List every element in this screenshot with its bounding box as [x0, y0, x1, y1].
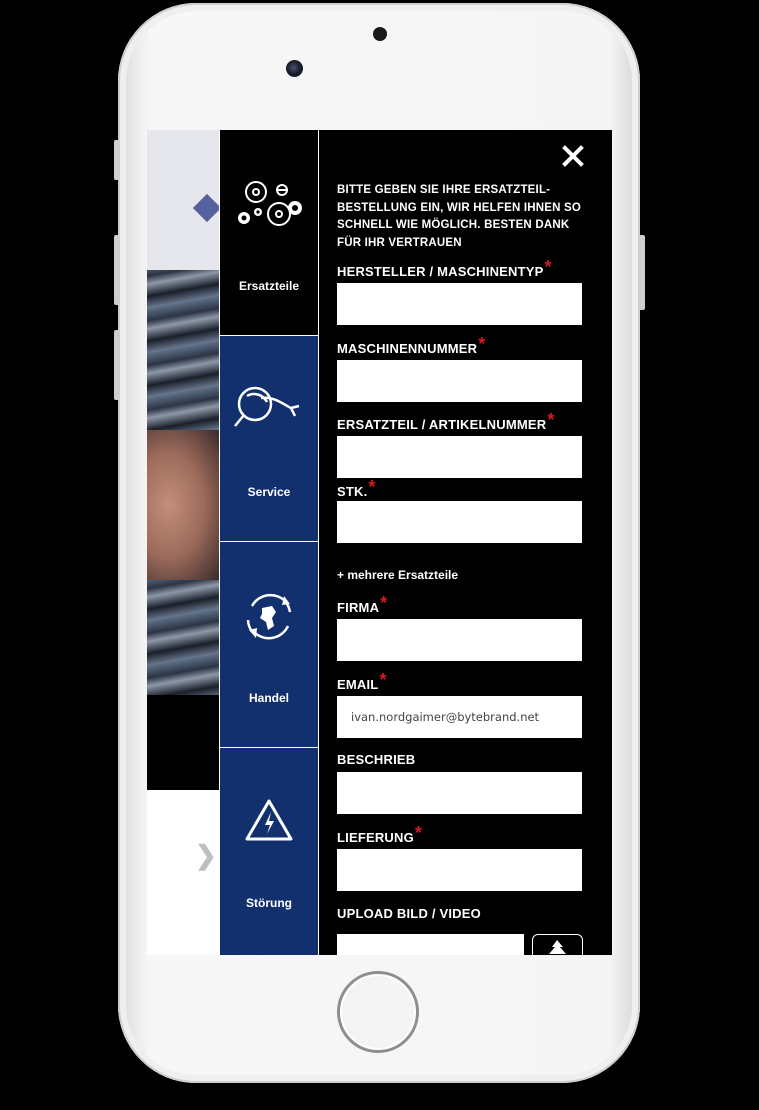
hersteller-input[interactable]	[337, 283, 582, 325]
ersatzteil-input[interactable]	[337, 436, 582, 478]
label-text: FIRMA	[337, 600, 380, 615]
upload-filename-field[interactable]	[337, 934, 524, 955]
required-marker: *	[368, 477, 376, 497]
maschinennummer-input[interactable]	[337, 360, 582, 402]
side-button[interactable]	[114, 140, 120, 180]
nav-item-stoerung[interactable]	[220, 748, 318, 955]
label-email	[337, 670, 387, 694]
label-text: HERSTELLER / MASCHINENTYP	[337, 264, 544, 279]
photo-top-area	[147, 130, 219, 270]
home-button[interactable]	[337, 971, 419, 1053]
label-stk	[337, 477, 376, 501]
required-marker: *	[478, 334, 486, 354]
label-text: ERSATZTEIL / ARTIKELNUMMER	[337, 417, 547, 432]
background-photo	[147, 130, 219, 955]
power-button[interactable]	[639, 235, 645, 310]
chevron-right-icon[interactable]: ❯	[195, 840, 217, 870]
required-marker: *	[547, 410, 555, 430]
earpiece-speaker	[373, 27, 387, 41]
warning-triangle-icon	[244, 798, 294, 842]
required-marker: *	[379, 670, 387, 690]
globe-arrows-icon	[242, 590, 296, 644]
nav-item-ersatzteile[interactable]	[220, 130, 318, 336]
beschrieb-input[interactable]	[337, 772, 582, 814]
label-text: EMAIL	[337, 677, 379, 692]
lieferung-input[interactable]	[337, 849, 582, 891]
order-form	[319, 130, 612, 955]
upload-icon	[533, 935, 582, 955]
nav-label-handel: Handel	[248, 691, 289, 705]
screen	[147, 130, 612, 955]
label-hersteller	[337, 257, 552, 281]
more-parts-link[interactable]: + mehrere Ersatzteile	[337, 568, 459, 582]
nav-item-handel[interactable]	[220, 542, 318, 748]
required-marker: *	[544, 257, 552, 277]
nav-label-service: Service	[247, 485, 291, 499]
firma-input[interactable]	[337, 619, 582, 661]
required-marker: *	[380, 593, 388, 613]
close-icon[interactable]	[561, 144, 585, 168]
stk-input[interactable]	[337, 501, 582, 543]
label-beschrieb: BESCHRIEB	[337, 752, 416, 767]
nav-label-ersatzteile: Ersatzteile	[238, 279, 300, 293]
required-marker: *	[414, 823, 423, 843]
side-nav	[219, 130, 319, 955]
label-text: LIEFERUNG	[337, 830, 414, 845]
wrench-magnifier-icon	[233, 384, 305, 434]
upload-button[interactable]	[532, 934, 583, 955]
nav-item-service[interactable]	[220, 336, 318, 542]
form-intro: BITTE GEBEN SIE IHRE ERSATZTEIL-BESTELLUNG EIN, WIR HELFEN IHNEN SO SCHNELL WIE MÖGLICH. BESTEN DANK FÜR IHR VERTRAUEN	[337, 184, 582, 249]
photo-detail	[193, 194, 221, 222]
gears-icon	[234, 174, 304, 230]
label-lieferung	[337, 823, 423, 847]
label-firma	[337, 593, 388, 617]
label-ersatzteil	[337, 410, 555, 434]
label-maschinennummer	[337, 334, 486, 358]
photo-arm	[147, 430, 219, 580]
email-field[interactable]	[337, 696, 582, 738]
front-camera	[286, 60, 303, 77]
label-text: STK.	[337, 484, 368, 499]
volume-up-button[interactable]	[114, 235, 120, 305]
volume-down-button[interactable]	[114, 330, 120, 400]
label-upload: UPLOAD BILD / VIDEO	[337, 906, 481, 921]
content-area	[147, 790, 219, 955]
nav-label-stoerung: Störung	[246, 896, 292, 910]
label-text: MASCHINENNUMMER	[337, 341, 478, 356]
